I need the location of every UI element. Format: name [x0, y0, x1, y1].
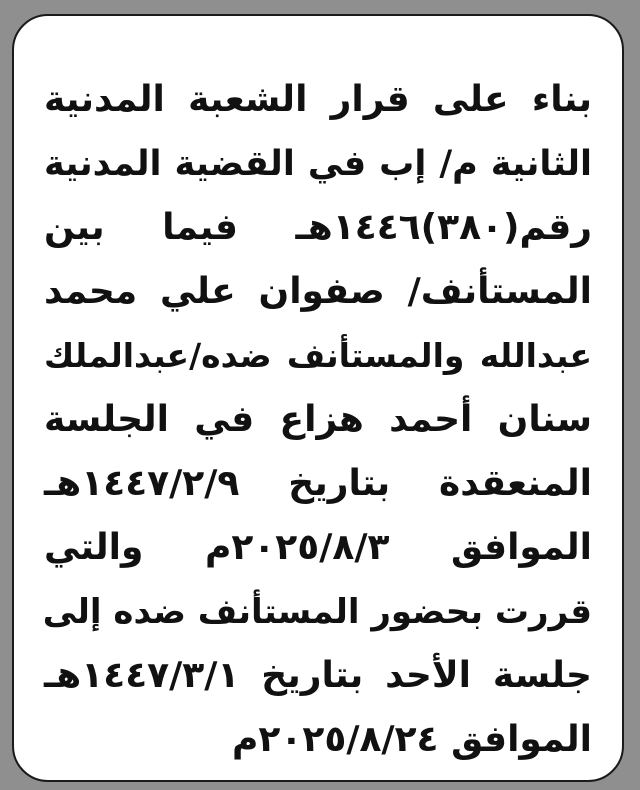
notice-line: سنان أحمد هزاع في الجلسة — [44, 399, 592, 440]
notice-line: الموافق ٢٠٢٥/٨/٢٤م — [232, 719, 592, 760]
notice-line: الثانية م/ إب في القضية المدنية — [44, 144, 592, 184]
notice-text — [44, 68, 592, 772]
notice-line: جلسة الأحد بتاريخ ١٤٤٧/٣/١هـ — [44, 655, 592, 696]
notice-line: الموافق ٢٠٢٥/٨/٣م والتي — [44, 527, 592, 568]
notice-line: المنعقدة بتاريخ ١٤٤٧/٢/٩هـ — [44, 463, 592, 504]
notice-line: بناء على قرار الشعبة المدنية — [44, 79, 592, 120]
notice-line: قررت بحضور المستأنف ضده إلى — [42, 592, 592, 632]
notice-box — [12, 14, 624, 782]
notice-line: عبدالله والمستأنف ضده/عبدالملك — [44, 336, 592, 375]
notice-line: رقم(٣٨٠)١٤٤٦هـ فيما بين — [44, 207, 592, 248]
notice-line: المستأنف/ صفوان علي محمد — [44, 271, 592, 312]
